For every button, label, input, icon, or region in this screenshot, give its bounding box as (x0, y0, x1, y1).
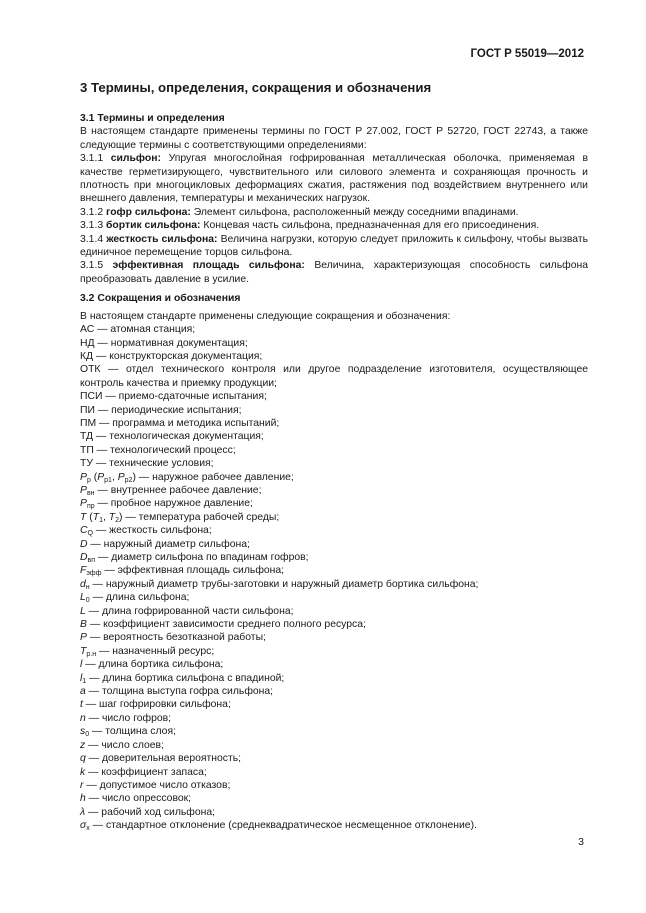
abbreviation-item: ОТК — отдел технического контроля или другое подразделение изготовителя, осуществляющее контроль качества и приемку продукции; (80, 364, 588, 389)
symbol-item: $F_{эфф}$ — эффективная площадь сильфона; (80, 565, 285, 578)
symbol-item: $l_1$ — длина бортика сильфона с впадиной; (80, 672, 285, 685)
page-content (80, 76, 588, 833)
symbol-item: $P_р$ ($P_{р1}$, $P_{р2}$) — наружное рабочее давление; (80, 471, 294, 484)
symbol-item: λ — рабочий ход сильфона; (80, 806, 216, 818)
symbols-list (80, 471, 588, 833)
symbol-item: D — наружный диаметр сильфона; (80, 538, 250, 550)
symbol-item: B — коэффициент зависимости среднего полного ресурса; (80, 619, 366, 631)
symbol-item: $L_0$ — длина сильфона; (80, 592, 190, 605)
abbr-intro: В настоящем стандарте применены следующие сокращения и обозначения: (80, 310, 451, 322)
document-id: ГОСТ Р 55019—2012 (470, 48, 584, 60)
symbol-item: q — доверительная вероятность; (80, 753, 242, 765)
abbreviation-item: КД — конструкторская документация; (80, 350, 263, 362)
symbol-item: $T_{р.н}$ — назначенный ресурс; (80, 645, 215, 658)
symbol-item: $s_0$ — толщина слоя; (80, 726, 176, 739)
symbol-item: z — число слоев; (80, 739, 164, 751)
symbol-item: $C_Q$ — жесткость сильфона; (80, 525, 212, 538)
abbreviation-item: ТП — технологический процесс; (80, 444, 236, 456)
abbreviation-item: ТД — технологическая документация; (80, 431, 264, 443)
abbreviation-item: ПИ — периодические испытания; (80, 404, 242, 416)
symbol-item: n — число гофров; (80, 712, 172, 724)
subsection-title-abbr: 3.2 Сокращения и обозначения (80, 293, 241, 305)
abbreviation-item: ПСИ — приемо-сдаточные испытания; (80, 391, 267, 403)
term-definition: 3.1.4 жесткость сильфона: Величина нагрузки, которую следует приложить к сильфону, чтобы вызвать единичное перемещение торцов сильфона. (80, 233, 588, 259)
terms-list (80, 152, 588, 286)
symbol-item: $\sigma_x$ — стандартное отклонение (среднеквадратическое несмещенное отклонение). (80, 820, 477, 833)
abbreviations-list (80, 323, 588, 470)
symbol-item: L — длина гофрированной части сильфона; (80, 605, 294, 617)
symbol-item: k — коэффициент запаса; (80, 766, 207, 778)
symbol-item: $P_{пр}$ — пробное наружное давление; (80, 498, 253, 511)
symbol-item: h — число опрессовок; (80, 793, 192, 805)
symbol-item: r — допустимое число отказов; (80, 779, 231, 791)
symbol-item: $d_н$ — наружный диаметр трубы-заготовки и наружный диаметр бортика сильфона; (80, 578, 479, 591)
term-definition: 3.1.3 бортик сильфона: Концевая часть сильфона, предназначенная для его присоединения. (80, 220, 540, 232)
symbol-item: P — вероятность безотказной работы; (80, 632, 266, 644)
symbol-item: T ($T_1$, $T_2$) — температура рабочей среды; (80, 511, 280, 524)
abbreviation-item: ПМ — программа и методика испытаний; (80, 417, 280, 429)
subsection-title-terms: 3.1 Термины и определения (80, 113, 225, 124)
page-number: 3 (578, 836, 584, 848)
abbreviation-item: АС — атомная станция; (80, 324, 196, 336)
term-definition: 3.1.1 сильфон: Упругая многослойная гофрированная металлическая оболочка, применяемая в качестве герметизирующего, чувствительного или силового элемента и сохраняющая прочность и плотность при многоцикловых деформациях сжатия, растяжения под воздействием внутреннего или внешнего давления, температуры и механических нагрузок. (80, 153, 588, 205)
terms-intro: В настоящем стандарте применены термины по ГОСТ Р 27.002, ГОСТ Р 52720, ГОСТ 22743, а также следующие термины с соответствующими определениями: (80, 126, 588, 151)
symbol-item: $P_{вн}$ — внутреннее рабочее давление; (80, 484, 262, 497)
symbol-item: a — толщина выступа гофра сильфона; (80, 686, 274, 698)
abbreviation-item: ТУ — технические условия; (80, 458, 214, 470)
symbol-item: $D_{вп}$ — диаметр сильфона по впадинам гофров; (80, 552, 309, 564)
symbol-item: l — длина бортика сильфона; (80, 659, 224, 671)
symbol-item: t — шаг гофрировки сильфона; (80, 699, 231, 711)
term-definition: 3.1.2 гофр сильфона: Элемент сильфона, расположенный между соседними впадинами. (80, 206, 519, 218)
section-title: 3 Термины, определения, сокращения и обозначения (80, 80, 432, 95)
abbreviation-item: НД — нормативная документация; (80, 337, 248, 349)
term-definition: 3.1.5 эффективная площадь сильфона: Величина, характеризующая способность сильфона преобразовать давление в усилие. (80, 260, 589, 285)
